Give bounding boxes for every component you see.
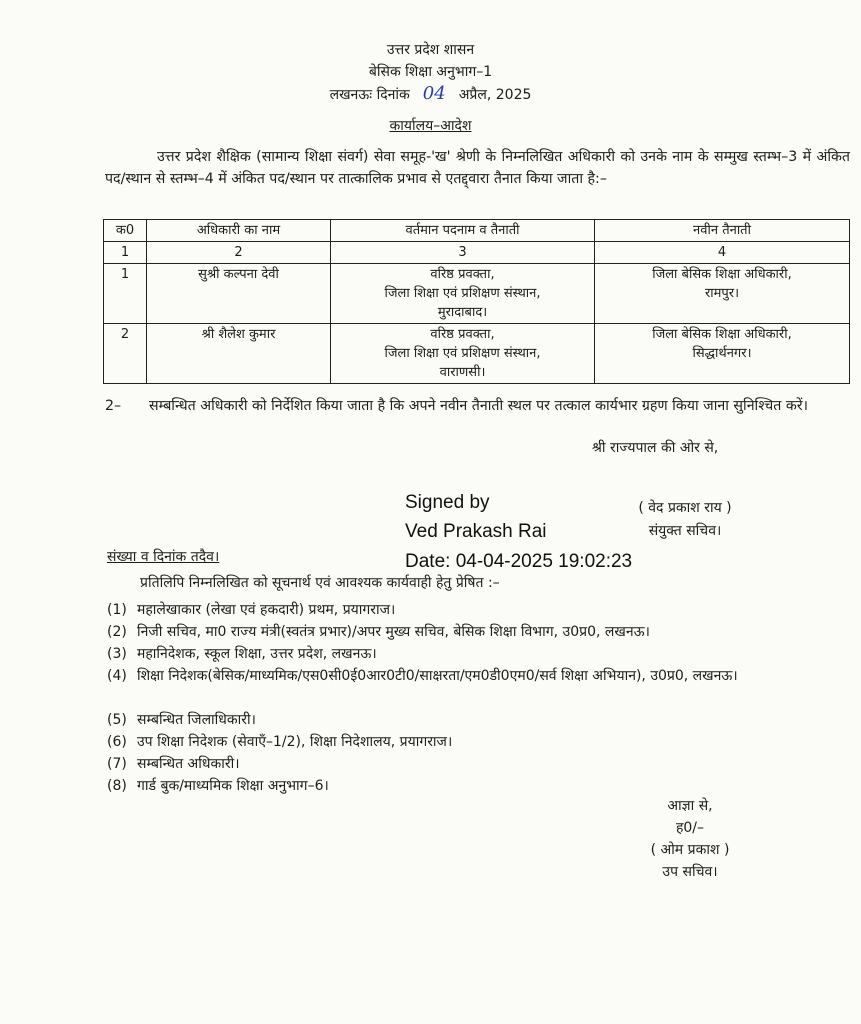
list-item-number: (5) bbox=[107, 712, 127, 728]
col-header-current: वर्तमान पदनाम व तैनाती bbox=[331, 220, 595, 242]
list-item-number: (7) bbox=[107, 756, 127, 772]
row-sno: 2 bbox=[104, 324, 147, 384]
signatory2-designation: उप सचिव। bbox=[662, 864, 718, 880]
list-item-text: सम्बन्धित अधिकारी। bbox=[137, 756, 240, 772]
signatory2-name: ( ओम प्रकाश ) bbox=[650, 842, 730, 858]
number-date-line: संख्या व दिनांक तदैव। bbox=[107, 549, 220, 565]
list-item-text: महालेखाकार (लेखा एवं हकदारी) प्रथम, प्रयागराज। bbox=[137, 602, 396, 618]
col-num-4: 4 bbox=[595, 242, 850, 264]
list-item-number: (4) bbox=[107, 668, 127, 684]
table-row bbox=[104, 324, 850, 384]
new-designation: जिला बेसिक शिक्षा अधिकारी, bbox=[652, 327, 792, 342]
row-name: सुश्री कल्पना देवी bbox=[147, 264, 331, 324]
row-current-posting bbox=[331, 264, 595, 324]
current-designation: वरिष्ठ प्रवक्ता, bbox=[430, 327, 495, 342]
handwritten-day: 04 bbox=[422, 83, 446, 104]
order-title bbox=[0, 116, 861, 135]
table-row bbox=[104, 264, 850, 324]
list-item-text: उप शिक्षा निदेशक (सेवाएँ–1/2), शिक्षा निदेशालय, प्रयागराज। bbox=[137, 734, 453, 750]
copy-list bbox=[107, 600, 852, 800]
digital-signature-name: Ved Prakash Rai bbox=[405, 521, 547, 542]
row-new-posting bbox=[595, 324, 850, 384]
list-item-number: (2) bbox=[107, 624, 127, 640]
current-institute: जिला शिक्षा एवं प्रशिक्षण संस्थान, bbox=[384, 286, 541, 301]
list-item-text: निजी सचिव, मा0 राज्य मंत्री(स्वतंत्र प्रभार)/अपर मुख्य सचिव, बेसिक शिक्षा विभाग, उ0प्र0, लखनऊ। bbox=[137, 624, 650, 640]
col-header-new: नवीन तैनाती bbox=[595, 220, 850, 242]
paragraph-2-number: 2– bbox=[105, 398, 122, 414]
col-num-2: 2 bbox=[147, 242, 331, 264]
list-item-number: (1) bbox=[107, 602, 127, 618]
row-name: श्री शैलेश कुमार bbox=[147, 324, 331, 384]
date-suffix: अप्रैल, 2025 bbox=[458, 87, 532, 103]
col-header-name: अधिकारी का नाम bbox=[147, 220, 331, 242]
paragraph-2-text: सम्बन्धित अधिकारी को निर्देशित किया जाता है कि अपने नवीन तैनाती स्थल पर तत्काल कार्यभार ग्रहण किया जाना सुनिश्चित करें। bbox=[149, 398, 808, 414]
list-item-number: (6) bbox=[107, 734, 127, 750]
signatory1-designation: संयुक्त सचिव। bbox=[648, 523, 722, 539]
intro-paragraph: उत्तर प्रदेश शैक्षिक (सामान्य शिक्षा संवर्ग) सेवा समूह-'ख' श्रेणी के निम्नलिखित अधिकारी को उनके नाम के सम्मुख स्तम्भ–3 में अंकित पद/स्थान से स्तम्भ–4 में अंकित पद/स्थान पर तात्कालिक प्रभाव से एतद्द्वारा तैनात किया जाता है:– bbox=[105, 149, 850, 187]
signatory2-signed: ह0/– bbox=[675, 820, 705, 836]
list-item-number: (3) bbox=[107, 646, 127, 662]
col-num-3: 3 bbox=[331, 242, 595, 264]
list-item-text: सम्बन्धित जिलाधिकारी। bbox=[137, 712, 256, 728]
current-designation: वरिष्ठ प्रवक्ता, bbox=[430, 267, 495, 282]
governor-line: श्री राज्यपाल की ओर से, bbox=[592, 440, 719, 456]
copy-intro: प्रतिलिपि निम्नलिखित को सूचनार्थ एवं आवश्यक कार्यवाही हेतु प्रेषित :– bbox=[140, 575, 500, 591]
list-item-text: गार्ड बुक/माध्यमिक शिक्षा अनुभाग–6। bbox=[137, 778, 329, 794]
new-designation: जिला बेसिक शिक्षा अधिकारी, bbox=[652, 267, 792, 282]
list-item-text: महानिदेशक, स्कूल शिक्षा, उत्तर प्रदेश, लखनऊ। bbox=[137, 646, 377, 662]
row-new-posting bbox=[595, 264, 850, 324]
col-header-sno: क0 bbox=[104, 220, 147, 242]
current-place: मुरादाबाद। bbox=[437, 305, 488, 320]
current-institute: जिला शिक्षा एवं प्रशिक्षण संस्थान, bbox=[384, 346, 541, 361]
section-name: बेसिक शिक्षा अनुभाग–1 bbox=[368, 64, 493, 80]
signatory1-name: ( वेद प्रकाश राय ) bbox=[638, 500, 732, 516]
digital-signature-date: Date: 04-04-2025 19:02:23 bbox=[405, 551, 633, 572]
table-header-row bbox=[104, 220, 850, 242]
current-place: वाराणसी। bbox=[439, 365, 486, 380]
order-title-text: कार्यालय–आदेश bbox=[389, 118, 472, 134]
digital-signature-line1: Signed by bbox=[405, 492, 490, 513]
row-sno: 1 bbox=[104, 264, 147, 324]
col-num-1: 1 bbox=[104, 242, 147, 264]
order-date bbox=[0, 83, 861, 104]
signatory2-by-order: आज्ञा से, bbox=[667, 798, 713, 814]
row-current-posting bbox=[331, 324, 595, 384]
new-place: सिद्धार्थनगर। bbox=[692, 346, 752, 361]
column-number-row bbox=[104, 242, 850, 264]
list-item-number: (8) bbox=[107, 778, 127, 794]
new-place: रामपुर। bbox=[704, 286, 740, 301]
posting-table bbox=[103, 219, 850, 384]
date-prefix: लखनऊः दिनांक bbox=[329, 87, 410, 103]
list-item-text: शिक्षा निदेशक(बेसिक/माध्यमिक/एस0सी0ई0आर0टी0/साक्षरता/एम0डी0एम0/सर्व शिक्षा अभियान), उ0प्र0, लखनऊ। bbox=[137, 668, 738, 684]
government-name: उत्तर प्रदेश शासन bbox=[386, 42, 475, 58]
paragraph-2 bbox=[105, 395, 850, 417]
